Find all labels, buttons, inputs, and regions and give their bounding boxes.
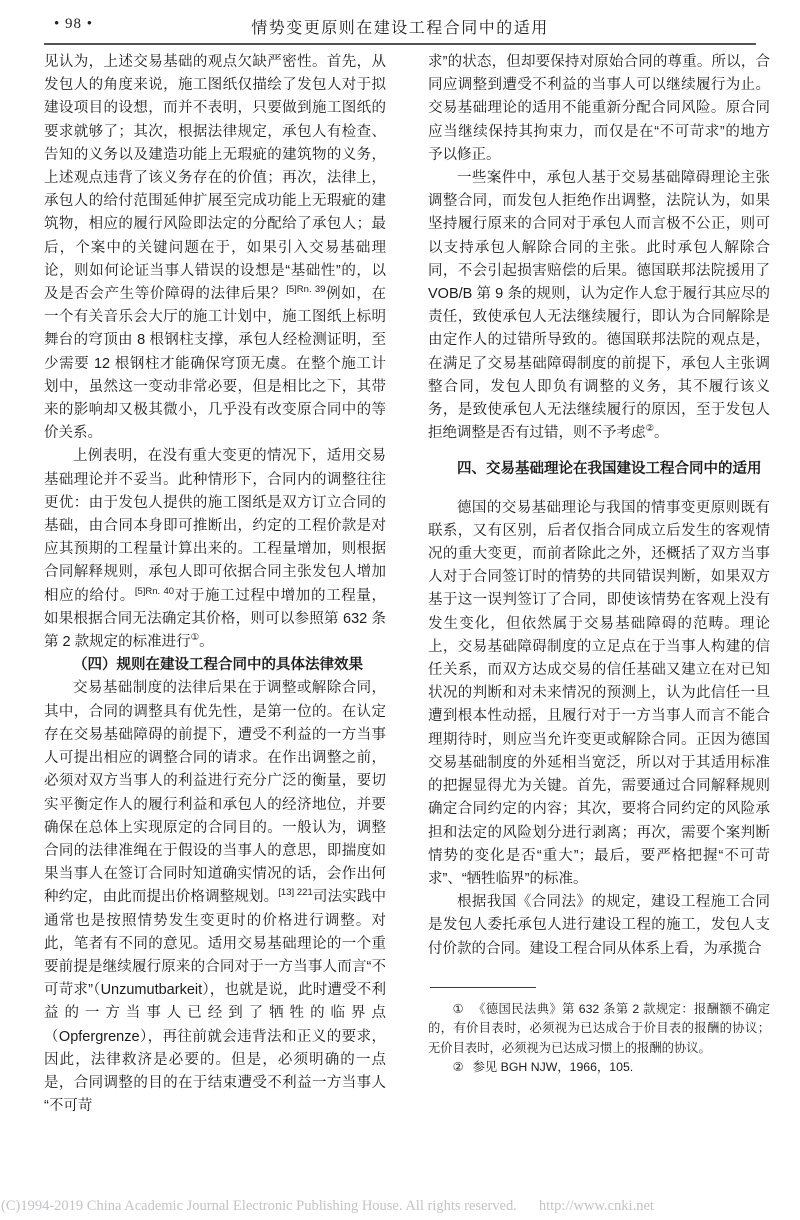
text-run: 。 <box>199 634 214 651</box>
footnote-marker: ② <box>452 1059 464 1074</box>
text-run: 四、交易基础理论在我国建设工程合同中的适用 <box>457 461 762 478</box>
footnote-marker: ① <box>452 1001 465 1016</box>
page-number: • 98 • <box>54 16 94 32</box>
paragraph <box>428 51 770 167</box>
paragraph <box>428 497 770 891</box>
text-run: 。 <box>654 425 669 442</box>
section-heading <box>44 654 386 677</box>
cnki-url: http://www.cnki.net <box>538 1198 654 1214</box>
text-run: 司法实践中通常也是按照情势发生变更时的价格进行调整。对此，笔者有不同的意见。适用交易基础理论的一个重要前提是继续履行原来的合同对于一方当事人而言“不可苛求”（Unzumutbarkeit），也就是说，此时遭受不利益的一方当事人已经到了牺牲的临界点（Opfergrenze），再往前就会违背法和正义的要求，因此，法律救济是必要的。但是，必须明确的一点是，合同调整的目的在于结束遭受不利益一方当事人“不可苛 <box>44 889 386 1115</box>
text-run: 上例表明，在没有重大变更的情况下，适用交易基础理论并不妥当。此种情形下，合同内的调整往往更优：由于发包人提供的施工图纸是双方订立合同的基础，由合同本身即可推断出，约定的工程价款是对应其预期的工程量计算出来的。工程量增加，则根据合同解释规则，承包人即可依据合同主张发包人增加相应的给付。 <box>44 448 386 604</box>
paragraph <box>44 445 386 654</box>
citation-superscript: ② <box>645 423 655 435</box>
footnote-separator <box>430 987 536 988</box>
citation-superscript: [5]Rn. 40 <box>134 585 175 597</box>
text-run: 一些案件中，承包人基于交易基础障碍理论主张调整合同，而发包人拒绝作出调整，法院认为，如果坚持履行原来的合同对于承包人而言极不公正，则可以支持承包人解除合同的主张。此时承包人解除合同，不会引起损害赔偿的后果。德国联邦法院援用了 VOB/B 第 9 条的规则，认为定作人怠于履行其应尽的责任，致使承包人无法继续履行，即认为合同解除是由定作人的过错所导致的。德国联邦法院的观点是，在满足了交易基础障碍制度的前提下，承包人主张调整合同，发包人即负有调整的义务，其不履行该义务，是致使承包人无法继续履行的原因，至于发包人拒绝调整是否有过错，则不予考虑 <box>428 170 770 442</box>
citation-superscript: [5]Rn. 39 <box>286 284 326 296</box>
text-run: 例如，在一个有关音乐会大厅的施工计划中，施工图纸上标明舞台的穹顶由 8 根钢柱支撑，承包人经检测证明，至少需要 12 根钢柱才能确保穹顶无虞。在整个施工计划中，虽然这一变动非常必要，但是相比之下，其带来的影响却又极其微小，几乎没有改变原合同中的等价关系。 <box>44 286 387 442</box>
section-heading <box>428 458 770 481</box>
footnotes-block <box>428 987 770 1078</box>
paragraph <box>428 167 770 445</box>
text-run: 交易基础制度的法律后果在于调整或解除合同，其中，合同的调整具有优先性，是第一位的。在认定存在交易基础障碍的前提下，遭受不利益的一方当事人可提出相应的调整合同的请求。在作出调整之前，必须对双方当事人的利益进行充分广泛的衡量，要切实平衡定作人的履行利益和承包人的经济地位，并要确保在总体上实现原定的合同目的。一般认为，调整合同的法律准绳在于假设的当事人的意思，即揣度如果当事人在签订合同时知道确实情况的话，会作出何种约定，由此而提出价格调整规划。 <box>44 680 386 906</box>
running-title: 情势变更原则在建设工程合同中的适用 <box>251 20 549 37</box>
right-text-column <box>428 51 770 1077</box>
citation-superscript: [13] 221 <box>278 887 313 899</box>
text-run: （四）规则在建设工程合同中的具体法律效果 <box>73 657 363 674</box>
header-rule <box>44 43 756 45</box>
text-run: 对于施工过程中增加的工程量，如果根据合同无法确定其价格，则可以参照第 632 条第 2 款规定的标准进行 <box>44 587 387 651</box>
footnote <box>428 1058 770 1077</box>
footnote-text: 《德国民法典》第 632 条第 2 款规定：报酬额不确定的，有价目表时，必须视为已达成合于价目表的报酬的协议；无价目表时，必须视为已达成习惯上的报酬的协议。 <box>428 1001 770 1055</box>
copyright-footer <box>1 1198 800 1215</box>
text-run: 德国的交易基础理论与我国的情事变更原则既有联系，又有区别，后者仅指合同成立后发生的客观情况的重大变更，而前者除此之外，还概括了双方当事人对于合同签订时的情势的共同错误判断，如果双方基于这一误判签订了合同，即使该情势在客观上没有发生变化，但依然属于交易基础障碍的范畴。理论上，交易基础障碍制度的立足点在于当事人构建的信任关系，而双方达成交易的信任基础又建立在对已知状况的判断和对未来情况的预测上，认为此信任一旦遭到根本性动摇，且履行对于一方当事人而言不能合理期待时，则应当允许变更或解除合同。正因为德国交易基础制度的外延相当宽泛，所以对于其适用标准的把握显得尤为关键。首先，需要通过合同解释规则确定合同约定的内容；其次，要将合同约定的风险承担和法定的风险划分进行剥离；再次，需要个案判断情势的变化是否“重大”；最后，要严格把握“不可苛求”、“牺牲临界”的标准。 <box>428 499 770 887</box>
footnote <box>428 1000 770 1058</box>
page-header <box>44 13 756 41</box>
paragraph <box>428 891 770 961</box>
text-run: 见认为，上述交易基础的观点欠缺严密性。首先，从发包人的角度来说，施工图纸仅描绘了发包人对于拟建设项目的设想，而并不表明，只要做到施工图纸的要求就够了；其次，根据法律规定，承包人有检查、告知的义务以及建造功能上无瑕疵的建筑物的义务，上述观点违背了该义务存在的价值；再次，法律上，承包人的给付范围延伸扩展至完成功能上无瑕疵的建筑物，相应的履行风险即法定的分配给了承包人；最后，个案中的关键问题在于，如果引入交易基础理论，则如何论证当事人错误的设想是“基础性”的，以及是否会产生等价障碍的法律后果？ <box>44 54 386 303</box>
text-run: 根据我国《合同法》的规定，建设工程施工合同是发包人委托承包人进行建设工程的施工，发包人支付价款的合同。建设工程合同从体系上看，为承揽合 <box>428 894 770 957</box>
footnote-text: 参见 BGH NJW，1966，105. <box>472 1059 634 1074</box>
citation-superscript: ① <box>190 632 200 644</box>
paragraph <box>44 51 386 445</box>
left-text-column <box>44 51 386 1118</box>
paragraph <box>44 677 386 1118</box>
text-run: 求”的状态，但却要保持对原始合同的尊重。所以，合同应调整到遭受不利益的当事人可以继续履行为止。交易基础理论的适用不能重新分配合同风险。原合同应当继续保持其拘束力，而仅是在“不可苛求”的地方予以修正。 <box>428 54 770 163</box>
copyright-text: (C)1994-2019 China Academic Journal Electronic Publishing House. All rights reserved. <box>1 1198 517 1214</box>
